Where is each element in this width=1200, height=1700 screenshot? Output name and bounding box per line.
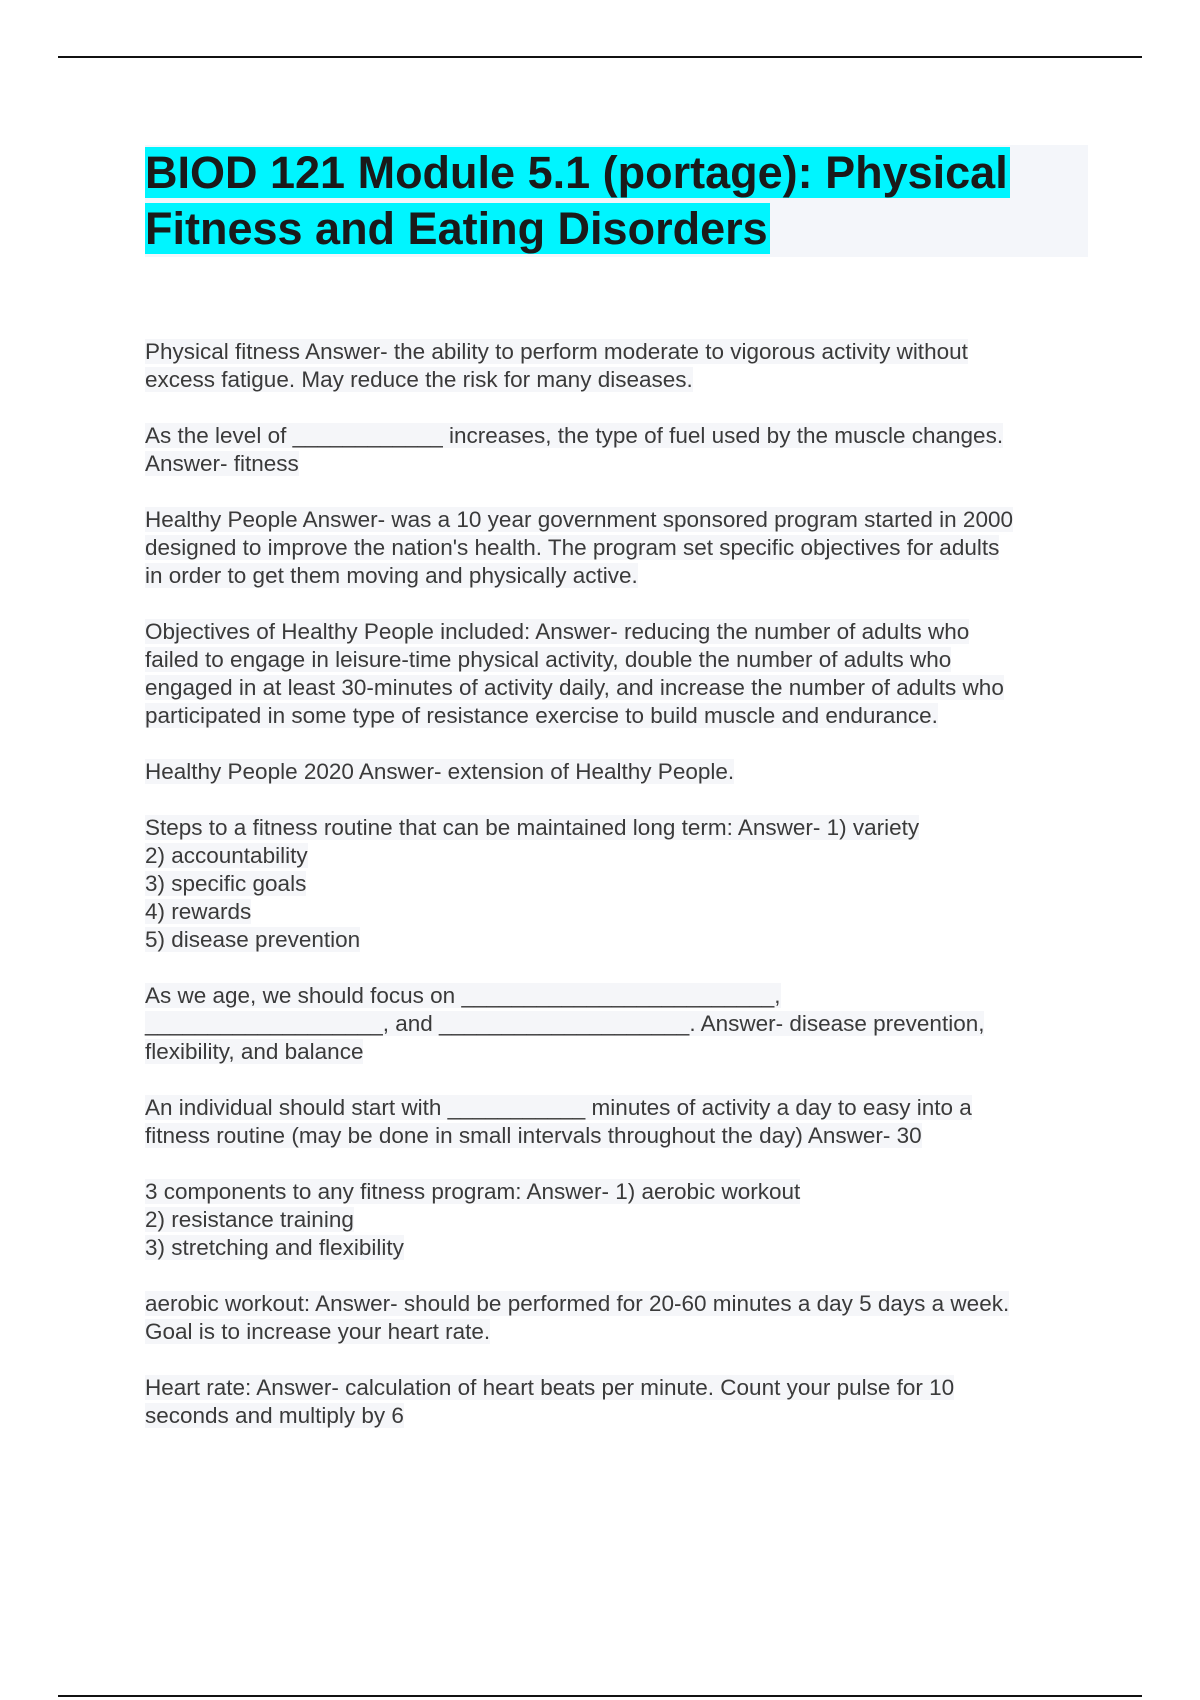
entry-line — [145, 1122, 1090, 1150]
flashcard-entry — [145, 758, 1090, 786]
entry-line-text: failed to engage in leisure-time physical activity, double the number of adults who — [145, 647, 952, 672]
entry-line — [145, 870, 1090, 898]
flashcard-entry — [145, 1094, 1090, 1150]
flashcard-entry — [145, 1178, 1090, 1262]
entry-line — [145, 1318, 1090, 1346]
entry-line — [145, 926, 1090, 954]
document-title — [145, 145, 1088, 257]
title-block — [145, 145, 1088, 257]
entry-line-text: 2) accountability — [145, 843, 308, 868]
entry-line-text: Healthy People 2020 Answer- extension of Healthy People. — [145, 759, 735, 784]
entry-line — [145, 366, 1090, 394]
entry-line — [145, 534, 1090, 562]
entry-line-text: 4) rewards — [145, 899, 252, 924]
title-highlight: BIOD 121 Module 5.1 (portage): Physical Fitness and Eating Disorders — [145, 147, 1008, 254]
entry-line-text: aerobic workout: Answer- should be performed for 20-60 minutes a day 5 days a week. — [145, 1291, 1010, 1316]
flashcard-entry — [145, 506, 1090, 590]
entry-line-text: An individual should start with ___________ minutes of activity a day to easy into a — [145, 1095, 972, 1120]
entry-line-text: 5) disease prevention — [145, 927, 361, 952]
entry-line-text: Goal is to increase your heart rate. — [145, 1319, 491, 1344]
entry-line-text: participated in some type of resistance exercise to build muscle and endurance. — [145, 703, 938, 728]
entry-line — [145, 1206, 1090, 1234]
entry-line-text: designed to improve the nation's health. The program set specific objectives for adults — [145, 535, 1000, 560]
entry-line-text: ___________________, and ____________________. Answer- disease prevention, — [145, 1011, 985, 1036]
entry-line-text: excess fatigue. May reduce the risk for many diseases. — [145, 367, 693, 392]
entry-line-text: engaged in at least 30-minutes of activity daily, and increase the number of adults who — [145, 675, 1004, 700]
top-rule — [58, 56, 1142, 58]
flashcard-entry — [145, 814, 1090, 954]
entry-line — [145, 618, 1090, 646]
entry-line — [145, 814, 1090, 842]
entry-line-text: 3 components to any fitness program: Answer- 1) aerobic workout — [145, 1179, 801, 1204]
entry-line — [145, 422, 1090, 450]
entry-line — [145, 450, 1090, 478]
entry-line — [145, 562, 1090, 590]
flashcard-entry — [145, 618, 1090, 730]
entry-line-text: 3) specific goals — [145, 871, 307, 896]
entry-line — [145, 1094, 1090, 1122]
entry-line-text: Answer- fitness — [145, 451, 299, 476]
entry-line — [145, 1402, 1090, 1430]
entry-line — [145, 982, 1090, 1010]
bottom-rule — [58, 1695, 1142, 1697]
entry-line-text: Heart rate: Answer- calculation of heart beats per minute. Count your pulse for 10 — [145, 1375, 955, 1400]
flashcard-entry — [145, 982, 1090, 1066]
entry-line — [145, 506, 1090, 534]
flashcard-entry — [145, 1374, 1090, 1430]
entry-line-text: As we age, we should focus on _________________________, — [145, 983, 781, 1008]
entry-line-text: 3) stretching and flexibility — [145, 1235, 404, 1260]
entry-line — [145, 1374, 1090, 1402]
entry-line-text: seconds and multiply by 6 — [145, 1403, 404, 1428]
entry-line-text: flexibility, and balance — [145, 1039, 364, 1064]
entry-line — [145, 1010, 1090, 1038]
entry-line — [145, 758, 1090, 786]
flashcard-entry — [145, 338, 1090, 394]
entry-line-text: 2) resistance training — [145, 1207, 354, 1232]
entry-line — [145, 1178, 1090, 1206]
entry-line — [145, 1234, 1090, 1262]
flashcard-entry — [145, 1290, 1090, 1346]
entry-line-text: Steps to a fitness routine that can be maintained long term: Answer- 1) variety — [145, 815, 920, 840]
entry-line-text: As the level of ____________ increases, the type of fuel used by the muscle changes. — [145, 423, 1004, 448]
flashcard-entry — [145, 422, 1090, 478]
entry-line — [145, 338, 1090, 366]
entry-line — [145, 646, 1090, 674]
entry-line — [145, 702, 1090, 730]
entry-line — [145, 674, 1090, 702]
entry-line — [145, 1290, 1090, 1318]
entry-line — [145, 898, 1090, 926]
entry-line-text: Objectives of Healthy People included: Answer- reducing the number of adults who — [145, 619, 970, 644]
flashcard-list — [145, 338, 1090, 1458]
entry-line-text: in order to get them moving and physically active. — [145, 563, 638, 588]
entry-line-text: Physical fitness Answer- the ability to perform moderate to vigorous activity without — [145, 339, 968, 364]
entry-line — [145, 842, 1090, 870]
entry-line — [145, 1038, 1090, 1066]
entry-line-text: Healthy People Answer- was a 10 year government sponsored program started in 2000 — [145, 507, 1013, 532]
entry-line-text: fitness routine (may be done in small intervals throughout the day) Answer- 30 — [145, 1123, 922, 1148]
